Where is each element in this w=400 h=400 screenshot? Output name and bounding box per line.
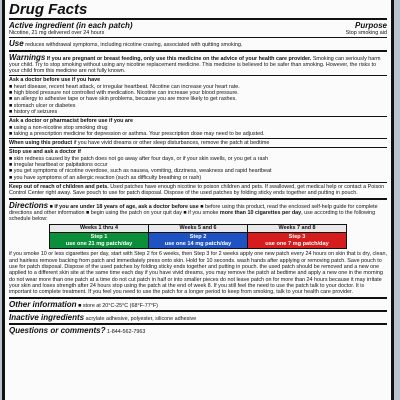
bullet-icon: ■: [183, 209, 187, 216]
bullet-icon: ■: [86, 209, 90, 216]
directions-section: [9, 200, 387, 297]
list-item: ■ skin redness caused by the patch does not go away after four days, or if your skin swells, or you get a rash: [9, 156, 387, 162]
directions-quit-day: begin using the patch on your quit day: [90, 209, 182, 216]
list-item: ■ you have symptoms of an allergic reaction (such as difficulty breathing or rash): [9, 175, 387, 181]
week-label: Weeks 5 and 6: [149, 225, 247, 233]
schedule-column-week-7-8: [247, 225, 346, 248]
ask-doctor-section: [9, 76, 387, 117]
inactive-ingredients-section: [9, 312, 387, 325]
when-using-heading: When using this product: [9, 140, 73, 147]
questions-section: [9, 325, 387, 336]
stop-use-section: [9, 148, 387, 182]
step-1-cell: [50, 233, 148, 248]
drug-facts-title: Drug Facts: [9, 0, 387, 20]
questions-phone: 1-844-562-7963: [106, 329, 146, 336]
step-dose: use one 7 mg patch/day: [265, 240, 329, 247]
ask-pharmacist-list: [9, 125, 387, 138]
list-item: ■ taking a prescription medicine for depression or asthma. Your prescription dose may need to be adjusted.: [9, 131, 387, 137]
use-heading: Use: [9, 39, 24, 49]
schedule-column-week-5-6: [148, 225, 247, 248]
week-label: Weeks 1 thru 4: [50, 225, 148, 233]
ask-pharmacist-heading: Ask a doctor or pharmacist before use if you are: [9, 118, 134, 125]
directions-heading: Directions: [9, 200, 49, 210]
when-using-section: [9, 139, 387, 148]
step-name: Step 2: [189, 234, 207, 241]
directions-schedule-text: , use according to the following schedule below:: [9, 209, 376, 223]
list-item: ■ you get symptoms of nicotine overdose, such as nausea, vomiting, dizziness, weakness and rapid heartbeat: [9, 168, 387, 174]
warnings-heading: Warnings: [9, 52, 46, 62]
active-ingredient-section: [9, 20, 387, 38]
pregnancy-warning-text: Smoking can seriously harm your child. Try to stop smoking without using any nicotine replacement medicine. This medicine is believed to be safer than smoking. However, the risks to your child from this medicine are not fully known.: [9, 55, 381, 75]
list-item: ■ using a non-nicotine stop smoking drug: [9, 125, 387, 131]
inactive-ingredients-text: acrylate adhesive, polyester, silicone adhesive: [85, 315, 197, 322]
drug-facts-panel: [2, 0, 394, 400]
other-information-text: store at 20°C-25°C (68°F-77°F): [82, 302, 158, 309]
step-dose: use one 14 mg patch/day: [164, 240, 232, 247]
use-section: [9, 38, 387, 51]
purpose-text: Stop smoking aid: [345, 30, 387, 36]
week-label: Weeks 7 and 8: [248, 225, 346, 233]
other-information-section: [9, 297, 387, 312]
active-ingredient-heading: Active ingredient (in each patch): [9, 21, 133, 30]
step-name: Step 1: [90, 234, 108, 241]
list-item: ■ heart disease, recent heart attack, or irregular heartbeat. Nicotine can increase your heart rate.: [9, 84, 387, 90]
ask-doctor-heading: Ask a doctor before use if you have: [9, 77, 101, 84]
keep-out-section: [9, 183, 387, 200]
step-2-cell: [149, 233, 247, 248]
keep-out-text: Used patches have enough nicotine to poison children and pets. If swallowed, get medical help or contact a Poison Control Center right away. Save pouch to use for patch disposal. Dispose of the used patches by folding sticky ends together and putting in pouch.: [9, 183, 385, 197]
bullet-icon: ■: [200, 203, 204, 210]
step-dose: use one 21 mg patch/day: [65, 240, 133, 247]
bullet-icon: ■: [49, 203, 53, 210]
list-item: ■ stomach ulcer or diabetes: [9, 103, 387, 109]
questions-heading: Questions or comments?: [9, 326, 106, 336]
ask-doctor-list: [9, 84, 387, 115]
list-item: ■ irregular heartbeat or palpitations occur: [9, 162, 387, 168]
step-3-cell: [248, 233, 346, 248]
directions-body: if you smoke 10 or less cigarettes per day, start with Step 2 for 6 weeks, then Step 3 for 2 weeks apply one new patch every 24 hours on skin that is dry, clean, and hairless remove backing from patch and immediately press onto skin. Hold for 10 seconds. wash hands after applying or removing patch. Save pouch to use for patch disposal. Dispose of the used patches by folding sticky ends together and putting in pouch. the used patch should be removed and a new one applied to a different skin site at the same time each day if you have vivid dreams, you may remove the patch at bedtime and apply a new one in the morning do not wear more than one patch at a time do not cut patch in half or into smaller pieces do not leave patch on for more than 24 hours because it may irritate your skin and loses strength after 24 hours stop using the patch at the end of week 8. If you still feel the need to use the patch talk to your doctor. It is important to complete treatment. If you feel you need to use the patch for a longer period to keep from smoking, talk to your health care provider.: [9, 251, 387, 296]
other-information-heading: Other information: [9, 299, 77, 309]
stop-use-list: [9, 156, 387, 181]
directions-intro-text: before using this product, read the enclosed self-help guide for complete directions and other information: [9, 203, 378, 216]
inactive-ingredients-heading: Inactive ingredients: [9, 312, 85, 322]
purpose-heading: Purpose: [354, 21, 387, 30]
bullet-icon: ■: [78, 302, 82, 309]
stop-use-heading: Stop use and ask a doctor if: [9, 149, 81, 156]
directions-if-smoke: if you smoke: [188, 209, 219, 216]
warnings-intro: [9, 52, 387, 77]
list-item: ■ an allergy to adhesive tape or have skin problems, because you are more likely to get rashes.: [9, 96, 387, 102]
directions-more-than-10: more than 10 cigarettes per day: [219, 209, 302, 216]
ask-pharmacist-section: [9, 117, 387, 139]
dosing-schedule-table: [49, 224, 347, 249]
keep-out-heading: Keep out of reach of children and pets.: [9, 183, 109, 190]
active-ingredient-text: Nicotine, 21 mg delivered over 24 hours: [9, 30, 105, 36]
step-name: Step 3: [288, 234, 306, 241]
list-item: ■ high blood pressure not controlled with medication. Nicotine can increase your blood pressure.: [9, 90, 387, 96]
schedule-column-week-1-4: [50, 225, 148, 248]
directions-age-warning: if you are under 18 years of age, ask a doctor before use: [54, 203, 199, 210]
use-text: reduces withdrawal symptoms, including nicotine craving, associated with quitting smoking.: [25, 42, 243, 49]
pregnancy-warning: If you are pregnant or breast feeding, only use this medicine on the advice of your health care provider.: [46, 55, 312, 62]
when-using-text: if you have vivid dreams or other sleep disturbances, remove the patch at bedtime: [73, 140, 270, 147]
list-item: ■ history of seizures: [9, 109, 387, 115]
